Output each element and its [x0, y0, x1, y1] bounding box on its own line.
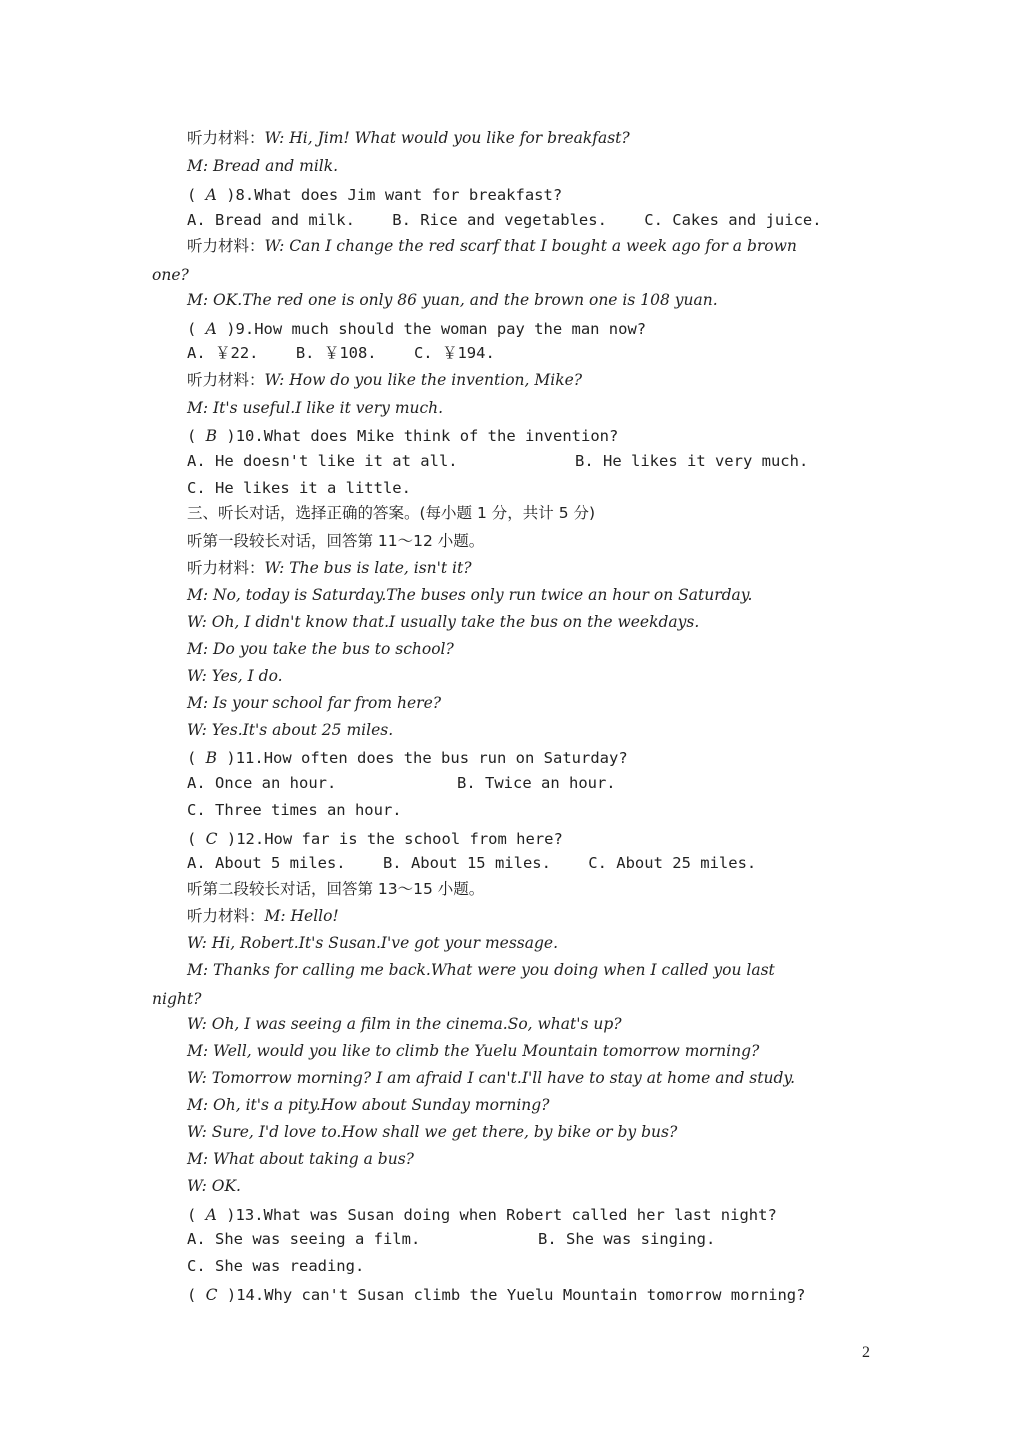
script-line-cont: one? — [152, 266, 189, 284]
script-line: W: Oh, I was seeing a film in the cinema.So, what's up? — [187, 1015, 622, 1033]
paren: ( — [187, 427, 206, 445]
script-text: M: Hello! — [264, 907, 339, 925]
paren: ( — [187, 1206, 206, 1224]
option-a: A. He doesn't like it at all. — [187, 452, 458, 470]
script-line: M: Bread and milk. — [187, 157, 339, 175]
answer: C — [205, 830, 218, 848]
script-line: W: OK. — [187, 1177, 241, 1195]
script-line: M: Thanks for calling me back.What were you doing when I called you last — [187, 961, 775, 979]
option-b: B. He likes it very much. — [575, 452, 809, 470]
answer: A — [205, 320, 217, 338]
script-label: 听力材料： — [187, 559, 265, 577]
script-text: W: How do you like the invention, Mike? — [264, 371, 583, 389]
script-text: W: Can I change the red scarf that I bought a week ago for a brown — [264, 237, 797, 255]
paren: ( — [187, 830, 206, 848]
question-text: )14.Why can't Susan climb the Yuelu Mountain tomorrow morning? — [217, 1286, 806, 1304]
section-heading: 三、听长对话，选择正确的答案。(每小题 1 分，共计 5 分) — [187, 504, 596, 522]
script-line: W: Hi, Robert.It's Susan.I've got your message. — [187, 934, 559, 952]
question-text: )9.How much should the woman pay the man now? — [216, 320, 647, 338]
question-8 — [187, 185, 562, 205]
answer: A — [205, 186, 217, 204]
question-12 — [187, 829, 563, 849]
option-b: B. She was singing. — [538, 1230, 716, 1248]
option-b: B. Twice an hour. — [457, 774, 616, 792]
question-13 — [187, 1205, 777, 1225]
script-line — [187, 558, 472, 578]
option-c: C. She was reading. — [187, 1257, 365, 1275]
option-a: A. Once an hour. — [187, 774, 337, 792]
answer: B — [205, 427, 218, 445]
script-line: W: Yes, I do. — [187, 667, 283, 685]
script-line: M: Oh, it's a pity.How about Sunday morning? — [187, 1096, 550, 1114]
script-label: 听力材料： — [187, 371, 265, 389]
script-line — [187, 370, 582, 390]
script-line: M: Is your school far from here? — [187, 694, 442, 712]
script-line: W: Oh, I didn't know that.I usually take the bus on the weekdays. — [187, 613, 700, 631]
script-text: W: The bus is late, isn't it? — [264, 559, 472, 577]
script-line: M: Do you take the bus to school? — [187, 640, 454, 658]
script-line: W: Sure, I'd love to.How shall we get there, by bike or by bus? — [187, 1123, 678, 1141]
question-text: )8.What does Jim want for breakfast? — [216, 186, 563, 204]
question-text: )12.How far is the school from here? — [217, 830, 563, 848]
script-label: 听力材料： — [187, 907, 265, 925]
paren: ( — [187, 1286, 206, 1304]
answer: C — [205, 1286, 218, 1304]
script-line: M: OK.The red one is only 86 yuan, and the brown one is 108 yuan. — [187, 291, 718, 309]
page-number: 2 — [862, 1344, 870, 1361]
script-line: W: Tomorrow morning? I am afraid I can't.I'll have to stay at home and study. — [187, 1069, 796, 1087]
option-c: C. He likes it a little. — [187, 479, 411, 497]
options-9: A. ￥22. B. ￥108. C. ￥194. — [187, 344, 495, 362]
options-12: A. About 5 miles. B. About 15 miles. C. About 25 miles. — [187, 854, 757, 872]
script-line — [187, 128, 630, 148]
script-line: M: No, today is Saturday.The buses only run twice an hour on Saturday. — [187, 586, 753, 604]
question-9 — [187, 319, 646, 339]
script-line-cont: night? — [152, 990, 202, 1008]
script-label: 听力材料： — [187, 237, 265, 255]
question-text: )10.What does Mike think of the invention? — [217, 427, 619, 445]
question-14 — [187, 1285, 805, 1305]
script-line — [187, 236, 797, 256]
dialogue-instruction: 听第一段较长对话，回答第 11～12 小题。 — [187, 532, 485, 550]
script-line: M: What about taking a bus? — [187, 1150, 414, 1168]
question-text: )11.How often does the bus run on Saturday? — [217, 749, 628, 767]
script-line — [187, 906, 339, 926]
paren: ( — [187, 749, 206, 767]
options-8: A. Bread and milk. B. Rice and vegetables. C. Cakes and juice. — [187, 211, 822, 229]
script-line: M: Well, would you like to climb the Yuelu Mountain tomorrow morning? — [187, 1042, 760, 1060]
option-c: C. Three times an hour. — [187, 801, 402, 819]
paren: ( — [187, 320, 206, 338]
question-10 — [187, 426, 618, 446]
script-text: W: Hi, Jim! What would you like for breakfast? — [264, 129, 630, 147]
script-line: M: It's useful.I like it very much. — [187, 399, 444, 417]
answer: A — [205, 1206, 217, 1224]
script-label: 听力材料： — [187, 129, 265, 147]
question-text: )13.What was Susan doing when Robert called her last night? — [216, 1206, 777, 1224]
question-11 — [187, 748, 628, 768]
script-line: W: Yes.It's about 25 miles. — [187, 721, 394, 739]
option-a: A. She was seeing a film. — [187, 1230, 421, 1248]
answer: B — [205, 749, 218, 767]
dialogue-instruction: 听第二段较长对话，回答第 13～15 小题。 — [187, 880, 485, 898]
paren: ( — [187, 186, 206, 204]
